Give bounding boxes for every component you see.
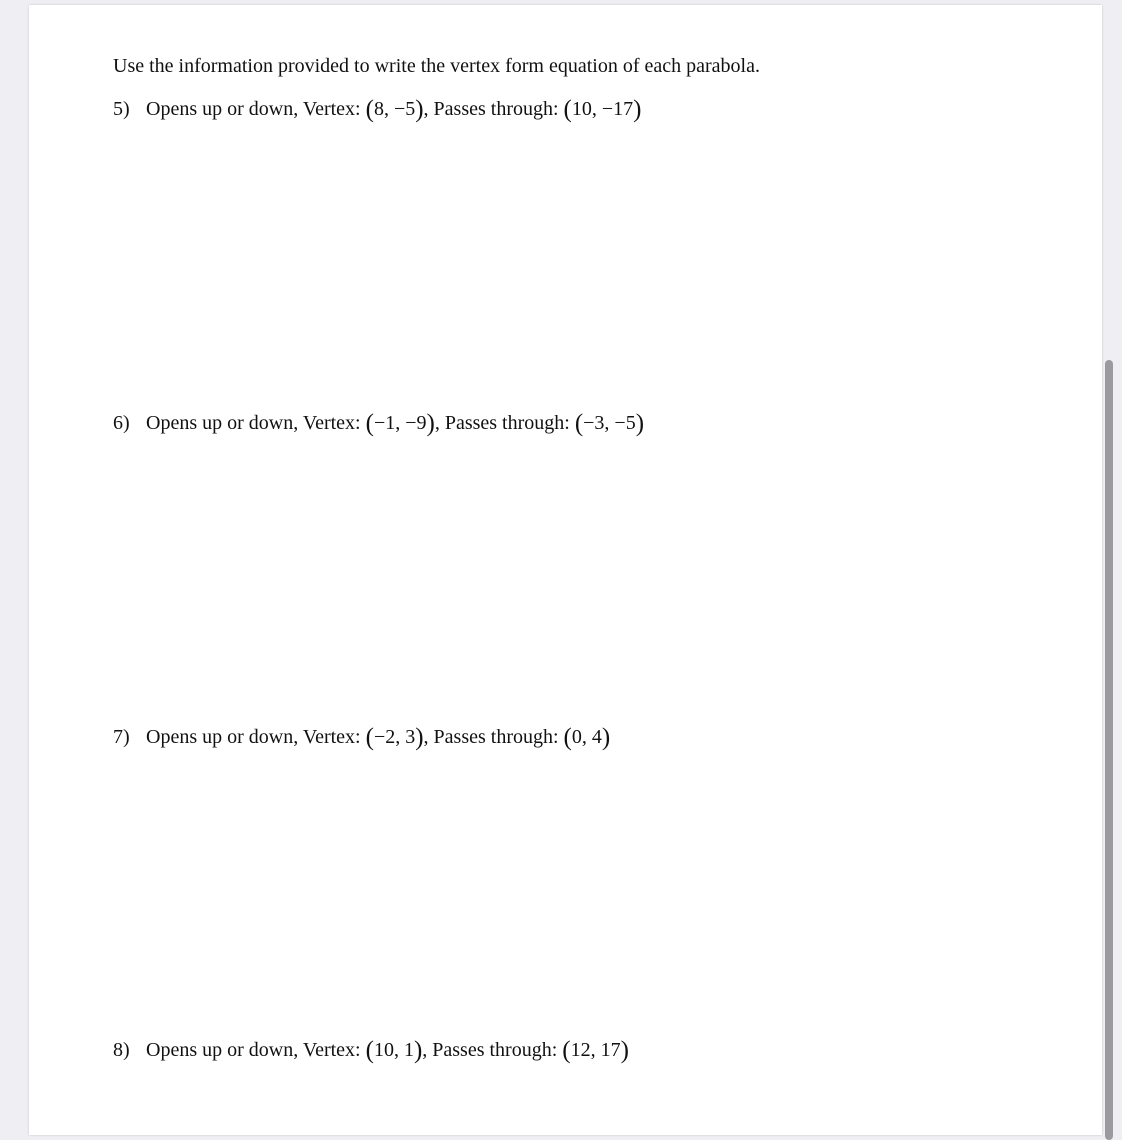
worksheet-page [29,5,1102,1135]
close-paren: ) [415,96,424,123]
point-coordinates: −3, −5 [583,412,636,434]
instructions-text: Use the information provided to write the vertex form equation of each parabola. [113,55,760,77]
open-paren: ( [365,410,374,437]
problem-middle: , Passes through: [434,412,570,434]
problem-number: 5) [113,98,130,120]
open-paren: ( [365,96,374,123]
close-paren: ) [633,96,642,123]
problem-middle: , Passes through: [423,98,559,120]
close-paren: ) [620,1037,629,1064]
open-paren: ( [563,96,572,123]
open-paren: ( [365,724,374,751]
problem-prefix: Opens up or down, Vertex: [146,412,361,434]
problem-middle: , Passes through: [423,726,559,748]
open-paren: ( [563,724,572,751]
vertex-coordinates: −2, 3 [373,726,416,748]
vertex-coordinates: 10, 1 [373,1039,414,1061]
point-coordinates: 12, 17 [570,1039,621,1061]
close-paren: ) [635,410,645,437]
close-paren: ) [426,410,435,437]
vertex-coordinates: −1, −9 [373,412,427,434]
problem-5 [113,97,641,122]
problem-prefix: Opens up or down, Vertex: [146,98,361,120]
point-coordinates: 10, −17 [571,98,634,120]
problem-number: 7) [113,726,130,748]
point-coordinates: 0, 4 [571,726,602,748]
problem-prefix: Opens up or down, Vertex: [146,1039,361,1061]
close-paren: ) [601,724,611,751]
problem-middle: , Passes through: [422,1039,558,1061]
open-paren: ( [365,1037,374,1064]
problem-prefix: Opens up or down, Vertex: [146,726,361,748]
open-paren: ( [562,1037,571,1064]
problem-7 [113,725,610,750]
problem-8 [113,1038,629,1063]
vertex-coordinates: 8, −5 [373,98,416,120]
scrollbar-thumb[interactable] [1105,360,1113,1140]
close-paren: ) [413,1037,423,1064]
close-paren: ) [415,724,424,751]
problem-number: 8) [113,1039,130,1061]
problem-6 [113,411,644,436]
problem-number: 6) [113,412,130,434]
open-paren: ( [574,410,584,437]
